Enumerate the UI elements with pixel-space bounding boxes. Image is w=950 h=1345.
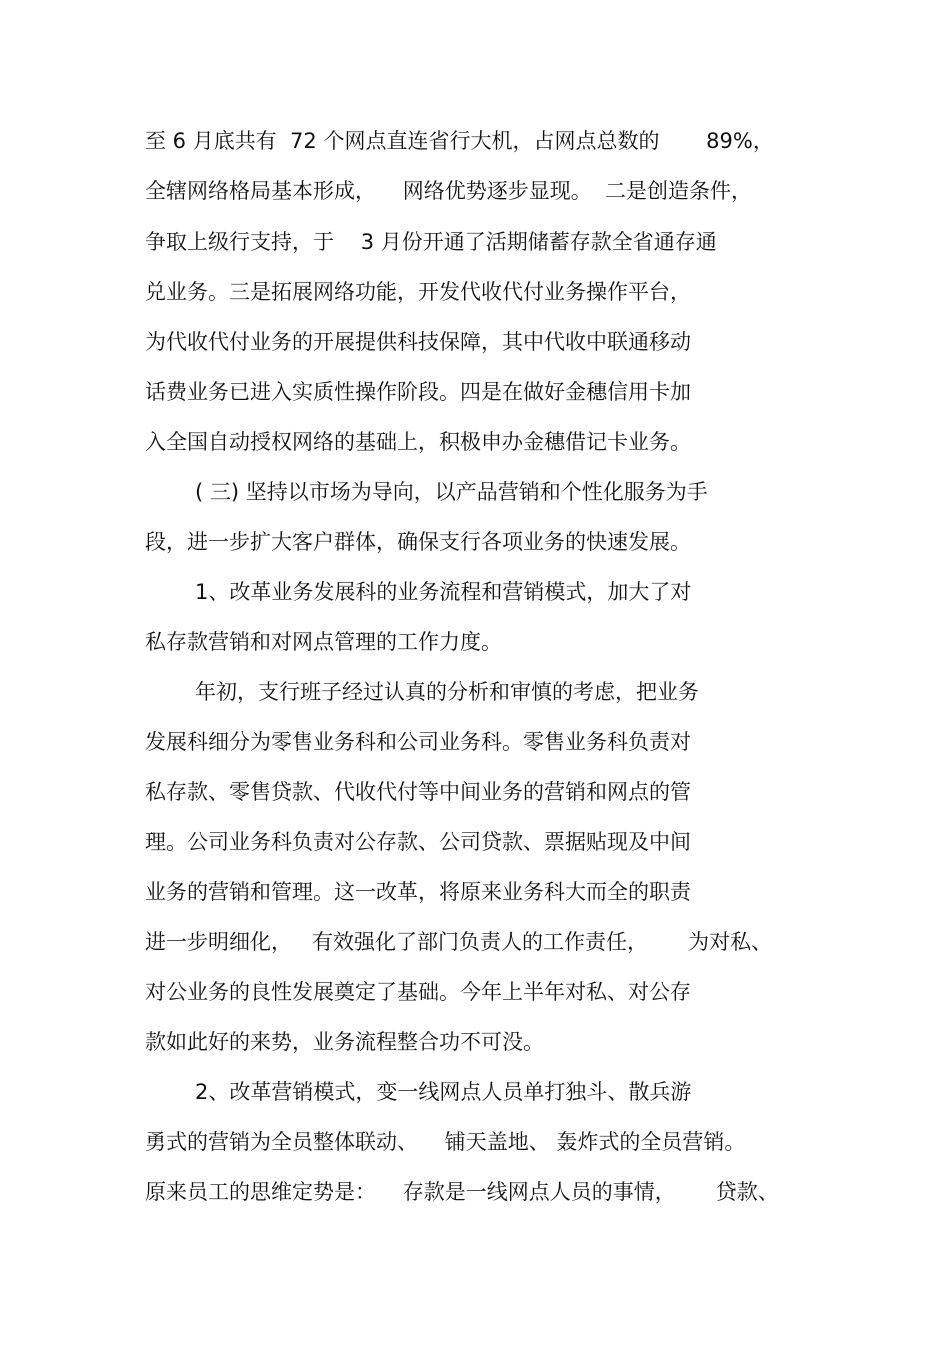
paragraph-line: 全辖网络格局基本形成， 网络优势逐步显现。 二是创造条件， — [145, 179, 753, 203]
paragraph-line: 私存款、零售贷款、代收代付等中间业务的营销和网点的管 — [145, 780, 691, 804]
paragraph-line: 进一步明细化， 有效强化了部门负责人的工作责任， 为对私、 — [145, 930, 773, 954]
paragraph-line: 兑业务。三是拓展网络功能，开发代收代付业务操作平台， — [145, 280, 691, 304]
paragraph-line: 争取上级行支持，于 3 月份开通了活期储蓄存款全省通存通 — [145, 230, 717, 254]
paragraph-line: 款如此好的来势，业务流程整合功不可没。 — [145, 1030, 544, 1054]
paragraph-line: 入全国自动授权网络的基础上，积极申办金穗借记卡业务。 — [145, 430, 691, 454]
paragraph-line: 段，进一步扩大客户群体，确保支行各项业务的快速发展。 — [145, 530, 691, 554]
paragraph-line: 对公业务的良性发展奠定了基础。今年上半年对私、对公存 — [145, 980, 691, 1004]
paragraph-line: 至 6 月底共有 72 个网点直连省行大机，占网点总数的 89%， — [145, 129, 774, 153]
paragraph-line: 理。公司业务科负责对公存款、公司贷款、票据贴现及中间 — [145, 830, 691, 854]
paragraph-line: 年初，支行班子经过认真的分析和审慎的考虑，把业务 — [195, 680, 699, 704]
paragraph-line: 勇式的营销为全员整体联动、 铺天盖地、 轰炸式的全员营销。 — [145, 1130, 746, 1154]
paragraph-line: 发展科细分为零售业务科和公司业务科。零售业务科负责对 — [145, 730, 691, 754]
section-heading: ( 三) 坚持以市场为导向，以产品营销和个性化服务为手 — [195, 480, 708, 504]
paragraph-line: 为代收代付业务的开展提供科技保障，其中代收中联通移动 — [145, 330, 691, 354]
paragraph-line: 业务的营销和管理。这一改革，将原来业务科大而全的职责 — [145, 880, 691, 904]
paragraph-line: 私存款营销和对网点管理的工作力度。 — [145, 630, 502, 654]
paragraph-line: 话费业务已进入实质性操作阶段。四是在做好金穗信用卡加 — [145, 380, 691, 404]
numbered-item-heading: 1、改革业务发展科的业务流程和营销模式，加大了对 — [195, 580, 692, 604]
paragraph-line: 原来员工的思维定势是： 存款是一线网点人员的事情， 贷款、 — [145, 1180, 779, 1204]
numbered-item-heading: 2、改革营销模式，变一线网点人员单打独斗、散兵游 — [195, 1080, 692, 1104]
